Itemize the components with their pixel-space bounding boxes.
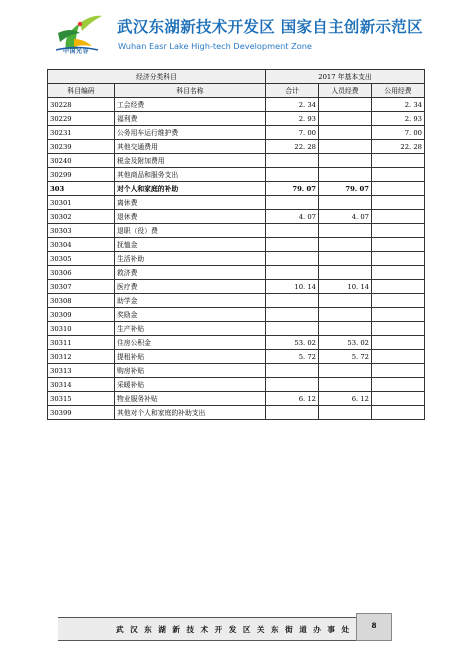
cell-personnel xyxy=(319,322,372,336)
cell-public xyxy=(372,406,425,420)
cell-public xyxy=(372,364,425,378)
cell-name: 提租补贴 xyxy=(115,350,266,364)
column-header-name: 科目名称 xyxy=(115,84,266,98)
header-title-english: Wuhan Easr Lake High-tech Development Zone xyxy=(118,41,312,51)
cell-total: 4. 07 xyxy=(266,210,319,224)
cell-personnel: 79. 07 xyxy=(319,182,372,196)
column-header-public: 公用经费 xyxy=(372,84,425,98)
cell-personnel: 10. 14 xyxy=(319,280,372,294)
cell-personnel: 6. 12 xyxy=(319,392,372,406)
column-header-code: 科目编码 xyxy=(48,84,115,98)
cell-total xyxy=(266,378,319,392)
table-row xyxy=(48,98,425,112)
cell-code: 303 xyxy=(48,182,115,196)
cell-personnel xyxy=(319,406,372,420)
table-row xyxy=(48,336,425,350)
table-row xyxy=(48,154,425,168)
cell-code: 30301 xyxy=(48,196,115,210)
cell-public xyxy=(372,336,425,350)
table-row xyxy=(48,168,425,182)
cell-code: 30399 xyxy=(48,406,115,420)
page-number: 8 xyxy=(371,621,377,630)
cell-personnel: 4. 07 xyxy=(319,210,372,224)
cell-public xyxy=(372,210,425,224)
cell-personnel xyxy=(319,126,372,140)
cell-name: 购房补贴 xyxy=(115,364,266,378)
cell-public xyxy=(372,392,425,406)
cell-personnel: 5. 72 xyxy=(319,350,372,364)
cell-personnel xyxy=(319,308,372,322)
cell-name: 离休费 xyxy=(115,196,266,210)
cell-personnel xyxy=(319,364,372,378)
cell-total: 10. 14 xyxy=(266,280,319,294)
cell-public xyxy=(372,182,425,196)
table-row xyxy=(48,266,425,280)
cell-total xyxy=(266,406,319,420)
cell-code: 30239 xyxy=(48,140,115,154)
basic-expenditure-header: 2017 年基本支出 xyxy=(266,70,425,84)
cell-total: 22. 28 xyxy=(266,140,319,154)
cell-public xyxy=(372,378,425,392)
cell-name: 医疗费 xyxy=(115,280,266,294)
cell-total: 2. 34 xyxy=(266,98,319,112)
cell-total: 79. 07 xyxy=(266,182,319,196)
cell-name: 住房公积金 xyxy=(115,336,266,350)
cell-public xyxy=(372,224,425,238)
cell-name: 退休费 xyxy=(115,210,266,224)
cell-total xyxy=(266,154,319,168)
cell-public xyxy=(372,266,425,280)
cell-public xyxy=(372,294,425,308)
table-row xyxy=(48,364,425,378)
cell-total xyxy=(266,238,319,252)
table-row xyxy=(48,280,425,294)
column-header-total: 合计 xyxy=(266,84,319,98)
table-row xyxy=(48,350,425,364)
cell-total xyxy=(266,322,319,336)
cell-code: 30305 xyxy=(48,252,115,266)
page-footer xyxy=(58,617,373,641)
cell-name: 物业服务补贴 xyxy=(115,392,266,406)
cell-total: 5. 72 xyxy=(266,350,319,364)
cell-public xyxy=(372,350,425,364)
cell-name: 助学金 xyxy=(115,294,266,308)
table-row xyxy=(48,406,425,420)
cell-personnel xyxy=(319,294,372,308)
table-row xyxy=(48,308,425,322)
table-row xyxy=(48,392,425,406)
cell-personnel xyxy=(319,196,372,210)
cell-total: 53. 02 xyxy=(266,336,319,350)
cell-total xyxy=(266,168,319,182)
cell-public: 22. 28 xyxy=(372,140,425,154)
cell-total xyxy=(266,196,319,210)
cell-total xyxy=(266,266,319,280)
table-row xyxy=(48,140,425,154)
cell-name: 工会经费 xyxy=(115,98,266,112)
cell-personnel xyxy=(319,154,372,168)
table-row xyxy=(48,182,425,196)
cell-code: 30315 xyxy=(48,392,115,406)
cell-name: 生活补助 xyxy=(115,252,266,266)
cell-public xyxy=(372,238,425,252)
cell-name: 公务用车运行维护费 xyxy=(115,126,266,140)
cell-code: 30240 xyxy=(48,154,115,168)
cell-public xyxy=(372,252,425,266)
cell-personnel xyxy=(319,252,372,266)
cell-personnel xyxy=(319,98,372,112)
cell-code: 30299 xyxy=(48,168,115,182)
cell-total: 2. 93 xyxy=(266,112,319,126)
column-header-personnel: 人员经费 xyxy=(319,84,372,98)
cell-public: 7. 00 xyxy=(372,126,425,140)
cell-personnel xyxy=(319,140,372,154)
cell-code: 30311 xyxy=(48,336,115,350)
cell-code: 30310 xyxy=(48,322,115,336)
cell-name: 其他商品和服务支出 xyxy=(115,168,266,182)
budget-expenditure-table xyxy=(47,69,425,420)
footer-organization-name: 武汉东湖新技术开发区关东街道办事处 xyxy=(116,625,356,634)
cell-public xyxy=(372,196,425,210)
cell-code: 30312 xyxy=(48,350,115,364)
cell-code: 30306 xyxy=(48,266,115,280)
cell-name: 奖励金 xyxy=(115,308,266,322)
cell-name: 采暖补贴 xyxy=(115,378,266,392)
cell-name: 救济费 xyxy=(115,266,266,280)
cell-total xyxy=(266,364,319,378)
cell-public xyxy=(372,280,425,294)
table-group-header-row xyxy=(48,70,425,84)
cell-public: 2. 93 xyxy=(372,112,425,126)
cell-public: 2. 34 xyxy=(372,98,425,112)
table-row xyxy=(48,196,425,210)
table-row xyxy=(48,238,425,252)
table-row xyxy=(48,224,425,238)
cell-code: 30302 xyxy=(48,210,115,224)
table-column-header-row xyxy=(48,84,425,98)
cell-personnel xyxy=(319,224,372,238)
page-header xyxy=(0,0,471,62)
cell-name: 福利费 xyxy=(115,112,266,126)
cell-code: 30303 xyxy=(48,224,115,238)
table-row xyxy=(48,252,425,266)
table-row xyxy=(48,322,425,336)
cell-total: 7. 00 xyxy=(266,126,319,140)
cell-personnel xyxy=(319,112,372,126)
cell-code: 30309 xyxy=(48,308,115,322)
table-row xyxy=(48,126,425,140)
cell-name: 退职（役）费 xyxy=(115,224,266,238)
cell-personnel xyxy=(319,378,372,392)
cell-total xyxy=(266,252,319,266)
cell-total: 6. 12 xyxy=(266,392,319,406)
table-row xyxy=(48,112,425,126)
cell-code: 30313 xyxy=(48,364,115,378)
cell-personnel xyxy=(319,168,372,182)
cell-personnel xyxy=(319,266,372,280)
table-body xyxy=(48,98,425,420)
cell-personnel xyxy=(319,238,372,252)
cell-public xyxy=(372,168,425,182)
cell-name: 对个人和家庭的补助 xyxy=(115,182,266,196)
cell-code: 30314 xyxy=(48,378,115,392)
page-number-box xyxy=(356,613,392,641)
cell-code: 30308 xyxy=(48,294,115,308)
cell-public xyxy=(372,308,425,322)
economic-category-header: 经济分类科目 xyxy=(48,70,266,84)
cell-public xyxy=(372,154,425,168)
cell-total xyxy=(266,308,319,322)
cell-name: 其他交通费用 xyxy=(115,140,266,154)
cell-name: 税金及附加费用 xyxy=(115,154,266,168)
header-title-chinese: 武汉东湖新技术开发区 国家自主创新示范区 xyxy=(117,18,423,36)
cell-code: 30229 xyxy=(48,112,115,126)
cell-code: 30231 xyxy=(48,126,115,140)
logo-caption: 中国光谷 xyxy=(62,48,89,55)
cell-name: 抚恤金 xyxy=(115,238,266,252)
cell-total xyxy=(266,224,319,238)
table-row xyxy=(48,378,425,392)
cell-public xyxy=(372,322,425,336)
table-row xyxy=(48,210,425,224)
cell-code: 30304 xyxy=(48,238,115,252)
cell-code: 30228 xyxy=(48,98,115,112)
cell-code: 30307 xyxy=(48,280,115,294)
table-row xyxy=(48,294,425,308)
cell-total xyxy=(266,294,319,308)
cell-personnel: 53. 02 xyxy=(319,336,372,350)
cell-name: 其他对个人和家庭的补助支出 xyxy=(115,406,266,420)
cell-name: 生产补贴 xyxy=(115,322,266,336)
